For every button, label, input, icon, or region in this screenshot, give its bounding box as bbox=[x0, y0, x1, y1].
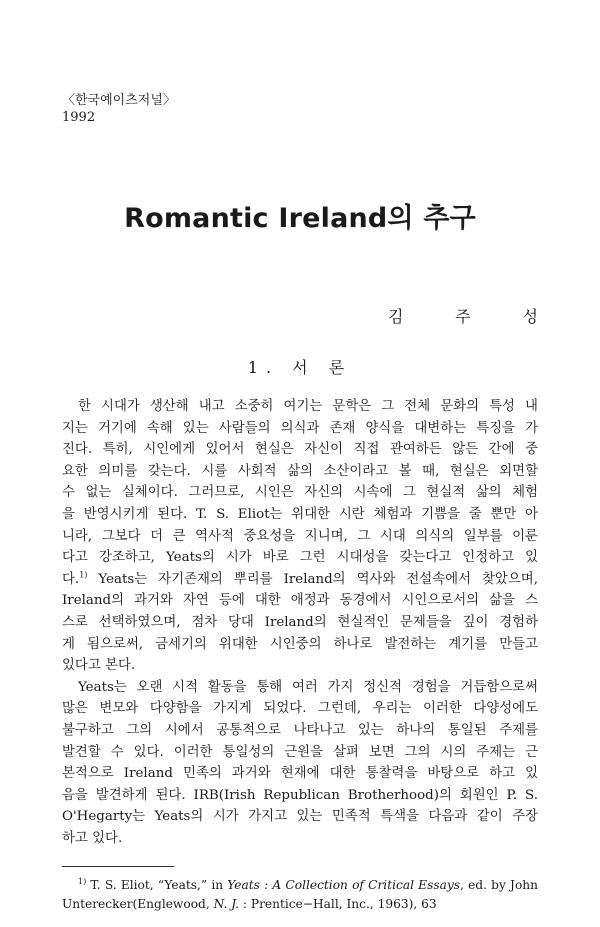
text-line: 음을 발견하게 된다. IRB(Irish Republican Brotherhood)의 회원인 P. S. bbox=[62, 787, 538, 803]
text-fragment: , ed. by John bbox=[460, 878, 538, 892]
section-heading: 1. 서 론 bbox=[247, 358, 353, 377]
text-line: 한 시대가 생산해 내고 소중히 여기는 문학은 그 전체 문화의 특성 내 bbox=[78, 399, 538, 414]
footnote bbox=[62, 876, 538, 914]
text-line: 지는 거기에 속해 있는 사람들의 의식과 존재 양식을 대변하는 특징을 가 bbox=[62, 420, 538, 436]
text-line: 많은 변모와 다양함을 가지게 되었다. 그런데, 우리는 이러한 다양성에도 bbox=[62, 701, 538, 717]
text-line: 게 됨으로써, 금세기의 위대한 시인중의 하나로 발전하는 계기를 만들고 bbox=[62, 636, 538, 652]
text-line: 다고 강조하고, Yeats의 시가 바로 그런 시대성을 갖는다고 인정하고 있 bbox=[62, 550, 538, 566]
author-name bbox=[388, 304, 538, 327]
text-fragment: T. S. Eliot, “Yeats,” in bbox=[86, 878, 228, 892]
text-line: 을 반영시키게 된다. T. S. Eliot는 위대한 시란 체험과 기쁨을 줄 뿐만 아 bbox=[62, 506, 538, 522]
text-line: 불구하고 그의 시에서 공통적으로 나타나고 있는 하나의 통일된 주제를 bbox=[62, 722, 538, 738]
author-char: 성 bbox=[522, 307, 538, 326]
text-line: O'Hegarty는 Yeats의 시가 가지고 있는 민족적 특색을 다음과 같이 주장 bbox=[62, 809, 538, 825]
text-line: 있다고 본다. bbox=[62, 658, 136, 674]
text-line: 요한 의미를 갖는다. 시를 사회적 삶의 소산이라고 볼 때, 현실은 외면할 bbox=[62, 463, 538, 479]
author-char: 주 bbox=[455, 307, 471, 326]
text-line: Ireland의 과거와 자연 등에 대한 애정과 동경에서 시인으로서의 삶을 스 bbox=[62, 593, 538, 609]
book-title: Yeats : A Collection of Critical Essays bbox=[227, 878, 460, 892]
journal-name: 〈한국예이츠저널〉 bbox=[62, 93, 176, 108]
text-fragment: : Prentice−Hall, Inc., 1963), 63 bbox=[239, 897, 437, 911]
text-line: 진다. 특히, 시인에게 있어서 현실은 자신이 직접 관여하든 않든 간에 중 bbox=[62, 442, 538, 458]
text-fragment: 다. bbox=[62, 571, 80, 587]
article-title: Romantic Ireland의 추구 bbox=[124, 203, 476, 234]
text-line: 하고 있다. bbox=[62, 830, 123, 846]
footnote-line bbox=[62, 895, 538, 914]
article-body bbox=[62, 396, 538, 849]
footnote-divider bbox=[62, 866, 174, 867]
footnote-ref: 1) bbox=[79, 570, 88, 580]
text-fragment: Unterecker(Englewood, bbox=[62, 897, 214, 911]
text-line: Yeats는 오랜 시적 활동을 통해 여러 가지 정신적 경험을 거듭함으로써 bbox=[78, 679, 538, 695]
text-line: 발견할 수 있다. 이러한 통일성의 근원을 살펴 보면 그의 시의 주제는 근 bbox=[62, 744, 538, 760]
text-line bbox=[62, 569, 538, 591]
footnote-marker: 1) bbox=[78, 876, 87, 886]
footnote-line bbox=[62, 876, 538, 895]
text-line: 니라, 그보다 더 큰 역사적 중요성을 지니며, 그 시대 의식의 일부를 이룬 bbox=[62, 528, 538, 544]
text-line: 스로 선택하였으며, 점차 당대 Ireland의 현실적인 문제들을 깊이 경험하 bbox=[62, 614, 538, 630]
text-line: 수 없는 실체이다. 그러므로, 시인은 자신의 시속에 그 현실적 삶의 체험 bbox=[62, 485, 538, 501]
place-abbrev: N. J. bbox=[213, 897, 240, 911]
journal-header bbox=[62, 92, 176, 126]
author-char: 김 bbox=[388, 307, 404, 326]
journal-year: 1992 bbox=[62, 110, 96, 125]
text-fragment: Yeats는 자기존재의 뿌리를 Ireland의 역사와 전설속에서 찾았으며, bbox=[87, 571, 538, 587]
text-line: 본적으로 Ireland 민족의 과거와 현재에 대한 통찰력을 바탕으로 하고 있 bbox=[62, 766, 538, 782]
